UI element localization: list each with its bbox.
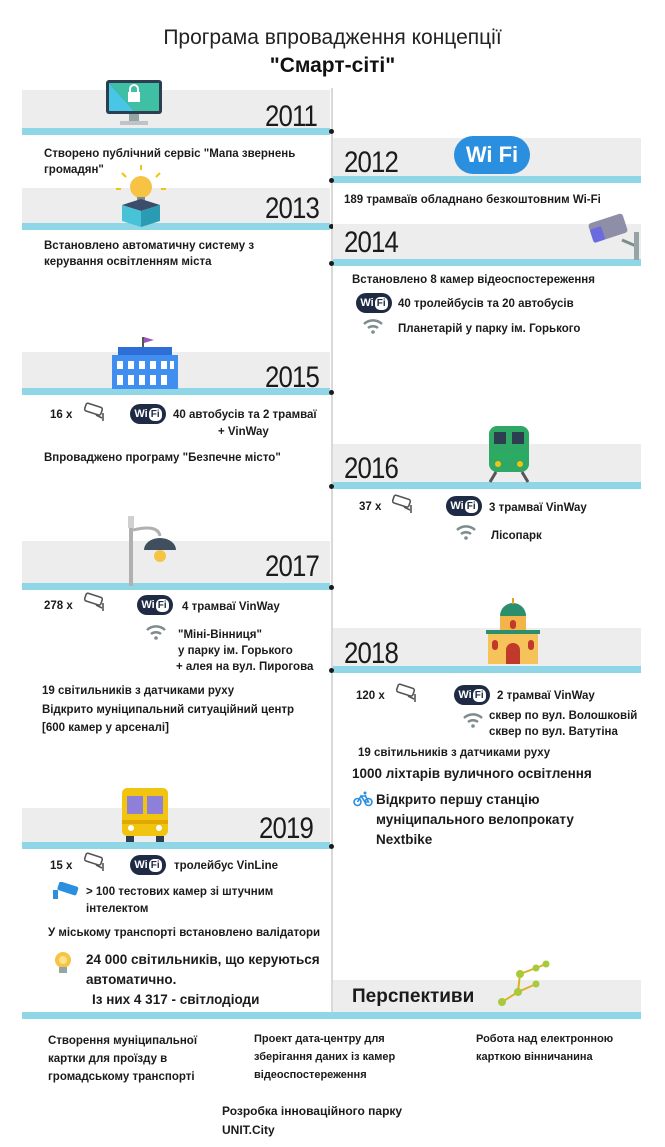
event-2012: 189 трамваїв обладнано безкоштовним Wi-Fi <box>344 194 601 206</box>
perspective-citizen-card-line: Робота над електронною <box>476 1033 614 1045</box>
lightbulb-box-icon <box>112 163 170 229</box>
timeline-dot <box>329 261 334 266</box>
wifi-icon: Wi Fi <box>130 404 166 424</box>
wifi-icon: Wi Fi <box>454 685 490 705</box>
timeline-dot <box>329 668 334 673</box>
timeline-dot <box>329 484 334 489</box>
wifi-icon: Wi Fi <box>137 595 173 615</box>
wifi-2018: 2 трамваї VinWay <box>497 690 595 702</box>
square-2018-1: сквер по вул. Волошковій <box>489 710 638 722</box>
lanterns-2018: 1000 ліхтарів вуличного освітлення <box>352 766 592 781</box>
lamps-2019-2: автоматично. <box>86 972 177 987</box>
monitor-lock-icon <box>104 78 164 128</box>
lamps-2019-1: 24 000 світильників, що керуються <box>86 952 320 967</box>
square-2018-2: сквер по вул. Ватутіна <box>489 726 618 738</box>
validators-2019: У міському транспорті встановлено валідатори <box>48 927 321 939</box>
year-2014: 2014 <box>344 226 398 259</box>
year-2016: 2016 <box>344 452 398 485</box>
camera-icon <box>82 852 108 872</box>
center-2017-2: [600 камер у арсеналі] <box>42 722 169 734</box>
year-2012: 2012 <box>344 146 398 179</box>
timeline-dot <box>329 844 334 849</box>
perspective-datacenter <box>254 1030 454 1084</box>
wifi-signal-icon <box>462 712 484 728</box>
tram-icon <box>484 422 534 484</box>
network-nodes-icon <box>496 960 554 1008</box>
camera-icon <box>394 683 420 703</box>
page-title: Програма впровадження концепції <box>163 26 502 49</box>
security-camera-icon <box>588 212 644 264</box>
lights-2017: 19 світильників з датчиками руху <box>42 685 235 697</box>
event-2014-planetarium: Планетарій у парку ім. Горького <box>398 323 581 335</box>
camera-icon <box>82 592 108 612</box>
church-icon <box>484 596 542 668</box>
wifi-2017: 4 трамваї VinWay <box>182 601 280 613</box>
ai-2019-1: > 100 тестових камер зі штучним <box>86 886 274 898</box>
cams-2016: 37 x <box>359 501 382 513</box>
event-2014-wifi: 40 тролейбусів та 20 автобусів <box>398 298 574 310</box>
perspective-datacenter-line: відеоспостереження <box>254 1069 367 1081</box>
perspective-datacenter-line: зберігання даних із камер <box>254 1051 396 1063</box>
perspective-datacenter-line: Проект дата-центру для <box>254 1033 385 1045</box>
cams-2018: 120 x <box>356 690 385 702</box>
cams-2017: 278 x <box>44 600 73 612</box>
timeline-dot <box>329 585 334 590</box>
lamps-2019-3: Із них 4 317 - світлодіоди <box>92 992 260 1007</box>
wifi-2015-vinway: + VinWay <box>218 426 269 438</box>
smart-camera-icon <box>52 882 80 900</box>
bar-perspectives <box>22 1012 641 1019</box>
perspective-citizen-card <box>476 1030 656 1066</box>
bike-2018-3: Nextbike <box>376 832 433 847</box>
wifi-icon: Wi Fi <box>446 496 482 516</box>
wifi-icon: Wi Fi <box>356 293 392 313</box>
year-2017: 2017 <box>265 550 319 583</box>
wifi-2015: 40 автобусів та 2 трамваї <box>173 409 317 421</box>
park-2017-1: "Міні-Вінниця" <box>178 629 262 641</box>
bus-icon <box>118 784 172 844</box>
park-2017-2: у парку ім. Горького <box>178 645 293 657</box>
wifi-signal-icon <box>455 524 477 540</box>
perspective-card-line: Створення муніципальної <box>48 1035 198 1047</box>
year-2011: 2011 <box>265 100 318 133</box>
wifi-signal-icon <box>145 624 167 640</box>
bike-2018-2: муніципального велопрокату <box>376 812 574 827</box>
event-2011: Створено публічний сервіс "Мапа звернень громадян" <box>44 148 296 176</box>
wifi-logo-icon <box>454 136 530 174</box>
perspective-unit-city-line: UNIT.City <box>222 1123 275 1137</box>
lights-2018: 19 світильників з датчиками руху <box>358 747 551 759</box>
cams-2015: 16 x <box>50 409 73 421</box>
perspective-card-line: картки для проїзду в <box>48 1053 168 1065</box>
camera-icon <box>390 494 416 514</box>
program-2015: Впроваджено програму "Безпечне місто" <box>44 452 281 464</box>
wifi-2016: 3 трамваї VinWay <box>489 502 587 514</box>
perspectives-title: Перспективи <box>352 986 475 1007</box>
cams-2019: 15 x <box>50 860 73 872</box>
page-subtitle: "Смарт-сіті" <box>269 54 396 77</box>
event-2014-cameras: Встановлено 8 камер відеоспостереження <box>352 274 595 286</box>
wifi-icon: Wi Fi <box>130 855 166 875</box>
timeline-dot <box>329 129 334 134</box>
event-2013: Встановлено автоматичну систему з керування освітленням міста <box>44 240 255 268</box>
center-2017-1: Відкрито муніципальний ситуаційний центр <box>42 704 295 716</box>
perspective-unit-city <box>222 1102 462 1140</box>
wifi-2019: тролейбус VinLine <box>174 860 278 872</box>
ai-2019-2: інтелектом <box>86 903 149 915</box>
perspective-card <box>48 1032 238 1086</box>
year-2018: 2018 <box>344 637 398 670</box>
year-2015: 2015 <box>265 361 319 394</box>
park-2016: Лісопарк <box>491 530 542 542</box>
year-2019: 2019 <box>259 812 313 845</box>
street-lamp-icon <box>124 514 188 586</box>
year-2013: 2013 <box>265 192 319 225</box>
perspective-unit-city-line: Розробка інноваційного парку <box>222 1104 403 1118</box>
camera-icon <box>82 402 108 422</box>
timeline-dot <box>329 390 334 395</box>
perspective-card-line: громадському транспорті <box>48 1071 195 1083</box>
city-hall-icon <box>108 335 182 391</box>
perspective-citizen-card-line: карткою вінничанина <box>476 1051 593 1063</box>
lightbulb-icon <box>52 950 74 976</box>
timeline-dot <box>329 178 334 183</box>
wifi-signal-icon <box>362 318 384 334</box>
park-2017-3: + алея на вул. Пирогова <box>176 661 314 673</box>
wifi-logo-text: Wi Fi <box>465 142 519 167</box>
bicycle-icon <box>353 791 373 807</box>
bike-2018-1: Відкрито першу станцію <box>376 792 540 807</box>
